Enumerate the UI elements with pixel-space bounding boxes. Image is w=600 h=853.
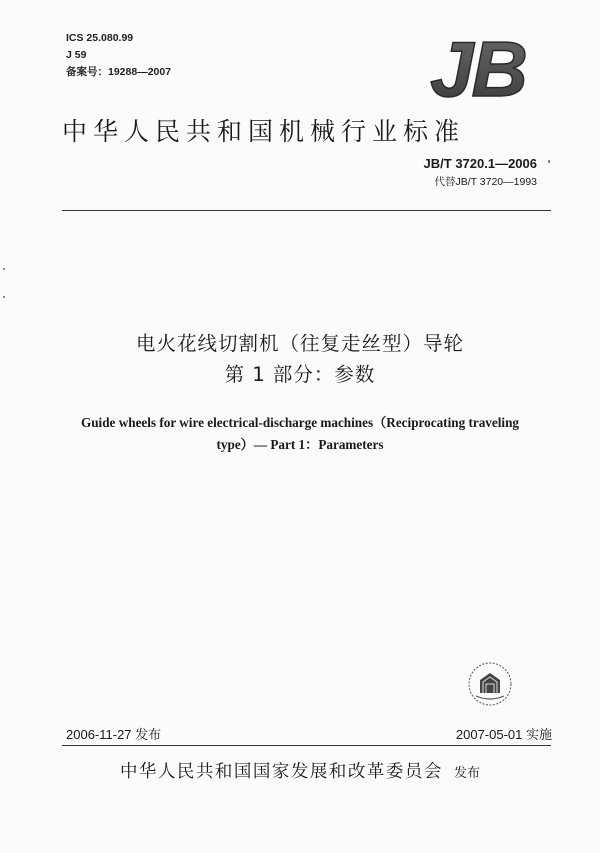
issuer-name: 中华人民共和国国家发展和改革委员会 xyxy=(119,762,443,782)
title-en-line-1: Guide wheels for wire electrical-discharge machines（Reciprocating traveling xyxy=(80,415,520,430)
jb-logo-text: JB xyxy=(430,28,526,108)
document-title-chinese xyxy=(0,328,600,390)
standard-number: JB/T 3720.1—2006 xyxy=(423,156,537,171)
issuing-authority xyxy=(0,758,600,783)
scan-speck xyxy=(3,268,5,270)
filing-number: 备案号：19288—2007 xyxy=(66,66,172,78)
scan-speck xyxy=(3,296,5,298)
standard-code-block xyxy=(424,156,537,189)
scan-speck xyxy=(548,160,550,163)
jb-logo xyxy=(418,28,538,108)
title-cn-line-1: 电火花线切割机（往复走丝型）导轮 xyxy=(135,332,464,355)
bottom-divider xyxy=(62,745,551,746)
title-en-line-2: type）— Part 1：Parameters xyxy=(216,437,384,452)
standard-category-title: 中华人民共和国机械行业标准 xyxy=(62,117,466,146)
ccs-code: J 59 xyxy=(66,49,87,61)
publisher-seal-icon xyxy=(466,660,514,708)
replaces-standard: 代替JB/T 3720—1993 xyxy=(434,176,537,188)
issuer-suffix: 发布 xyxy=(454,766,481,781)
classification-block xyxy=(66,30,171,81)
title-cn-line-2: 第 1 部分：参数 xyxy=(224,363,376,386)
document-title-english xyxy=(0,412,600,456)
top-divider xyxy=(62,210,551,211)
effective-date: 2007-05-01 实施 xyxy=(455,727,552,742)
ics-code: ICS 25.080.99 xyxy=(66,32,134,44)
publication-date: 2006-11-27 发布 xyxy=(66,727,162,742)
